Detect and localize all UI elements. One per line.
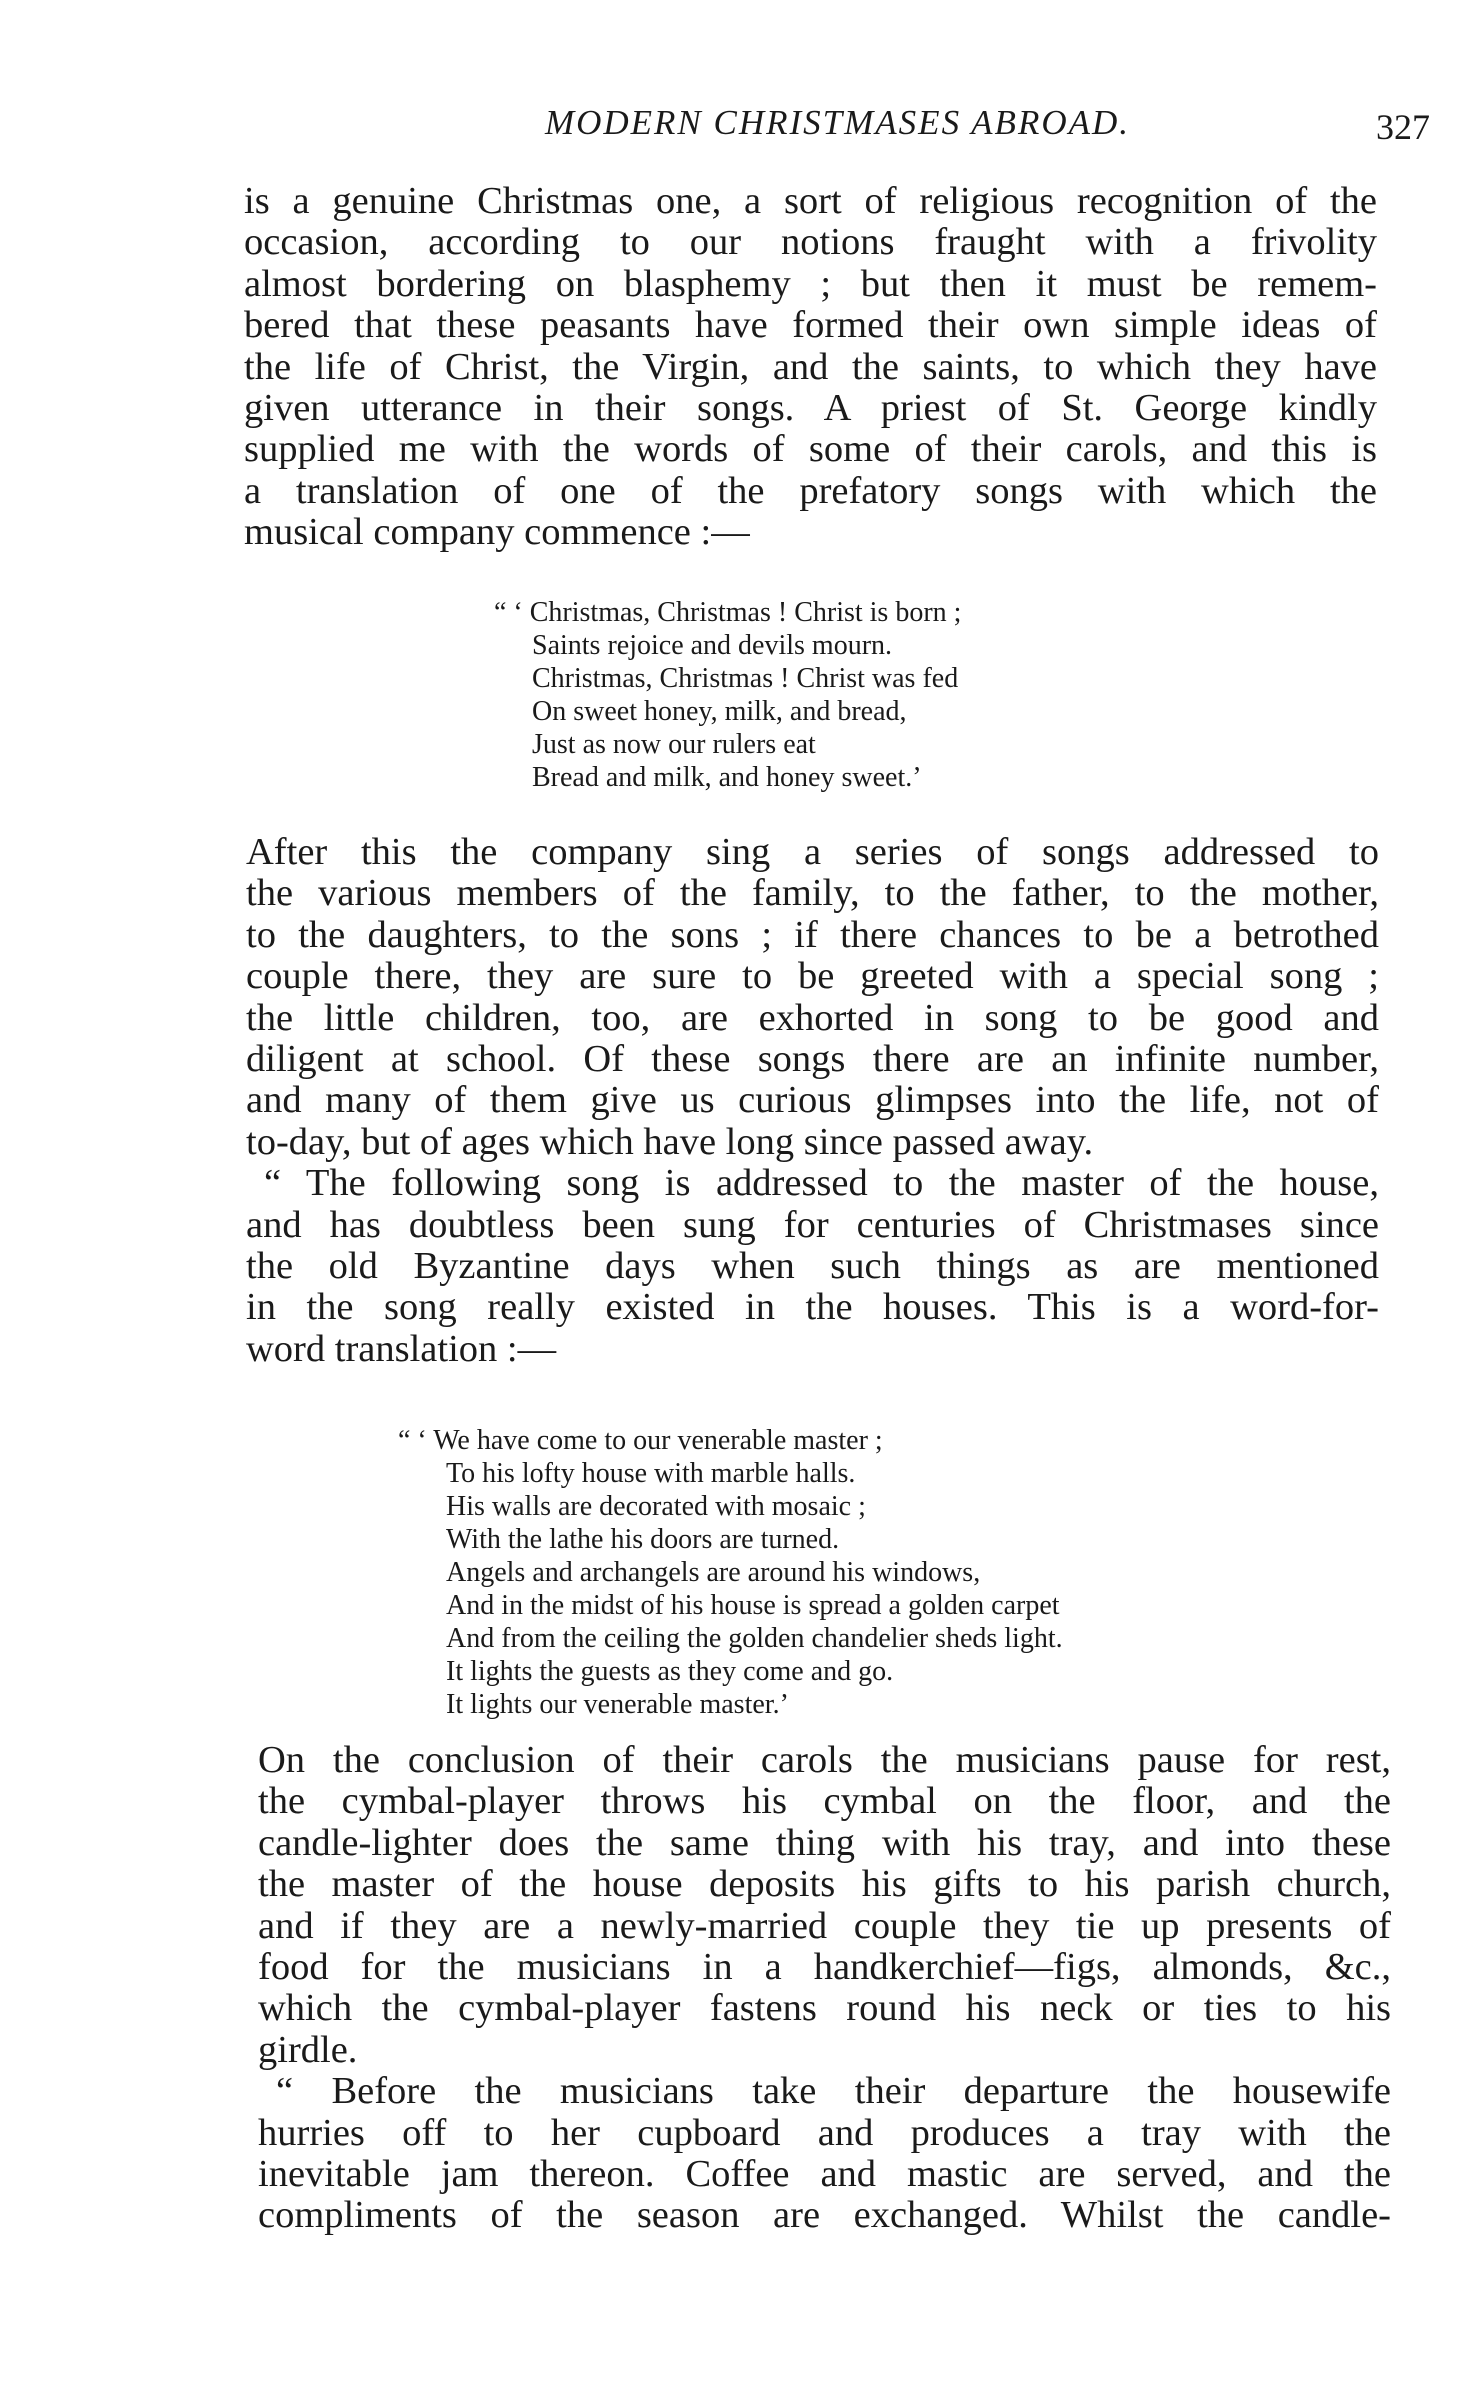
text-line: bered that these peasants have formed their own simple ideas of — [244, 304, 1377, 347]
text-line: hurries off to her cupboard and produces a tray with the — [258, 2111, 1391, 2154]
text-line: girdle. — [258, 2028, 358, 2071]
verse-line: And from the ceiling the golden chandelier sheds light. — [446, 1623, 1063, 1654]
verse-line: Saints rejoice and devils mourn. — [532, 630, 893, 661]
text-line: and if they are a newly-married couple they tie up presents of — [258, 1904, 1391, 1947]
verse-line: Bread and milk, and honey sweet.’ — [532, 762, 922, 793]
text-line: supplied me with the words of some of their carols, and this is — [244, 428, 1377, 471]
paragraph-1 — [244, 181, 1377, 554]
text-line: almost bordering on blasphemy ; but then it must be remem- — [244, 262, 1377, 305]
text-line: musical company commence :— — [244, 511, 750, 554]
running-head — [245, 98, 1430, 148]
text-line: candle-lighter does the same thing with his tray, and into these — [258, 1821, 1391, 1864]
verse-line: “ ‘ We have come to our venerable master ; — [398, 1425, 883, 1456]
text-line: the cymbal-player throws his cymbal on the floor, and the — [258, 1780, 1391, 1823]
carol-verse-2 — [398, 1424, 1063, 1721]
text-line: in the song really existed in the houses. This is a word-for- — [246, 1286, 1379, 1329]
text-line: inevitable jam thereon. Coffee and mastic are served, and the — [258, 2152, 1391, 2195]
carol-verse-1 — [494, 596, 961, 794]
text-line: word translation :— — [246, 1327, 557, 1370]
verse-line: Christmas, Christmas ! Christ was fed — [532, 663, 959, 694]
verse-line: Just as now our rulers eat — [532, 729, 816, 760]
text-line: and has doubtless been sung for centuries of Christmases since — [246, 1203, 1379, 1246]
text-line: food for the musicians in a handkerchief—figs, almonds, &c., — [258, 1945, 1391, 1988]
paragraph-3 — [258, 1740, 1391, 2237]
running-title: MODERN CHRISTMASES ABROAD. — [544, 103, 1131, 142]
text-line: compliments of the season are exchanged. Whilst the candle- — [258, 2194, 1391, 2237]
verse-line: With the lathe his doors are turned. — [446, 1524, 840, 1555]
text-line: diligent at school. Of these songs there are an infinite number, — [246, 1037, 1379, 1080]
verse-line: To his lofty house with marble halls. — [446, 1458, 856, 1489]
text-line: couple there, they are sure to be greeted with a special song ; — [246, 955, 1379, 998]
text-line: which the cymbal-player fastens round his neck or ties to his — [258, 1987, 1391, 2030]
text-line: the old Byzantine days when such things as are mentioned — [246, 1244, 1379, 1287]
text-line: occasion, according to our notions fraught with a frivolity — [244, 221, 1377, 264]
text-line: a translation of one of the prefatory songs with which the — [244, 469, 1377, 512]
text-line: On the conclusion of their carols the musicians pause for rest, — [258, 1739, 1391, 1781]
text-line: “ Before the musicians take their departure the housewife — [276, 2070, 1391, 2113]
page-number: 327 — [1376, 107, 1430, 147]
verse-line: “ ‘ Christmas, Christmas ! Christ is born ; — [494, 597, 962, 628]
verse-line: It lights our venerable master.’ — [446, 1689, 789, 1720]
verse-line: Angels and archangels are around his windows, — [446, 1557, 981, 1588]
text-line: the little children, too, are exhorted in song to be good and — [246, 996, 1379, 1039]
text-line: “ The following song is addressed to the master of the house, — [264, 1162, 1379, 1205]
verse-line: And in the midst of his house is spread a golden carpet — [446, 1590, 1060, 1621]
text-line: After this the company sing a series of songs addressed to — [246, 831, 1379, 873]
text-line: the life of Christ, the Virgin, and the saints, to which they have — [244, 345, 1377, 388]
text-line: and many of them give us curious glimpses into the life, not of — [246, 1079, 1379, 1122]
text-line: the various members of the family, to the father, to the mother, — [246, 872, 1379, 915]
verse-line: It lights the guests as they come and go. — [446, 1656, 894, 1687]
text-line: the master of the house deposits his gifts to his parish church, — [258, 1863, 1391, 1906]
text-line: to-day, but of ages which have long since passed away. — [246, 1120, 1094, 1163]
verse-line: On sweet honey, milk, and bread, — [532, 696, 907, 727]
paragraph-2 — [246, 832, 1379, 1370]
text-line: is a genuine Christmas one, a sort of religious recognition of the — [244, 180, 1377, 222]
text-line: given utterance in their songs. A priest of St. George kindly — [244, 386, 1377, 429]
text-line: to the daughters, to the sons ; if there chances to be a betrothed — [246, 913, 1379, 956]
verse-line: His walls are decorated with mosaic ; — [446, 1491, 866, 1522]
